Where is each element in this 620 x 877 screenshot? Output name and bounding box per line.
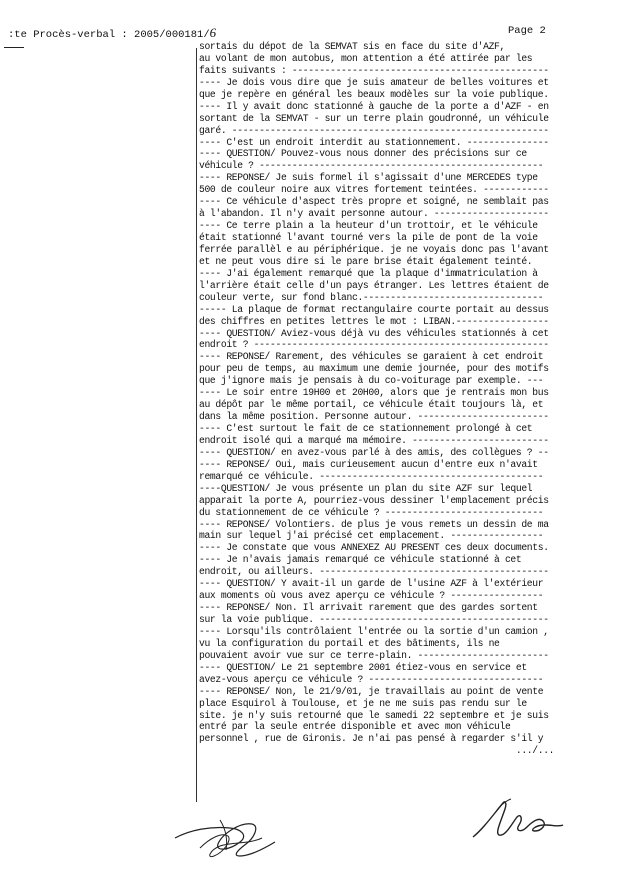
text-line: ---- Ce terre plain a la heuteur d'un trottoir, et le véhicule [199, 220, 538, 232]
text-line: ---- QUESTION/ Y avait-il un garde de l'usine AZF à l'extérieur [199, 578, 544, 590]
text-line: ---- REPONSE/ Rarement, des véhicules se garaient à cet endroit [199, 351, 544, 363]
text-line: ---- REPONSE/ Volontiers. de plus je vous remets un dessin de ma [199, 518, 549, 530]
text-line: main sur lequel j'ai précisé cet emplacement. ----------------- [199, 530, 544, 542]
text-line: couleur verte, sur fond blanc.--------------------------------- [199, 291, 544, 303]
text-line: ----QUESTION/ Je vous présente un plan du site AZF sur lequel [199, 482, 533, 494]
text-line: ---- Je constate que vous ANNEXEZ AU PRESENT ces deux documents. [199, 542, 549, 554]
text-line: véhicule ? ---------------------------------------------------- [199, 160, 544, 172]
text-line: du stationnement de ce véhicule ? ----------------------------- [199, 506, 544, 518]
text-line: apparait la porte A, pourriez-vous dessiner l'emplacement précis [199, 494, 549, 506]
text-line: ---- Je dois vous dire que je suis amateur de belles voitures et [199, 76, 549, 88]
text-line: et ne peut vous dire si le pare brise était également teinté. [199, 255, 533, 267]
text-line: pouvaient avoir vue sur ce terre-plain. ------------------------ [199, 649, 549, 661]
text-line: 500 de couleur noire aux vitres fortement teintées. ------------ [199, 184, 549, 196]
text-line: endroit ? ------------------------------------------------------ [199, 339, 549, 351]
margin-rule [196, 48, 197, 802]
text-line: vu la configuration du portail et des bâtiments, ils ne [199, 637, 500, 649]
text-line: ----- La plaque de format rectangulaire courte portait au dessus [199, 303, 549, 315]
text-line: ---- J'ai également remarqué que la plaque d'immatriculation à [199, 267, 538, 279]
text-line: entré par la seule entrée disponible et avec mon véhicule [199, 721, 511, 733]
text-line: dans la même position. Personne autour. ------------------------ [199, 411, 549, 423]
text-line: personnel , rue de Gironis. Je n'ai pas pensé à regarder s'il y [199, 733, 544, 745]
text-line: ---- REPONSE/ Oui, mais curieusement aucun d'entre eux n'avait [199, 458, 538, 470]
text-line: endroit isolé qui a marqué ma mémoire. ------------------------- [199, 434, 549, 446]
text-line: ---- Le soir entre 19H00 et 20H00, alors que je rentrais mon bus [199, 387, 549, 399]
statement-body [199, 41, 611, 757]
text-line: à l'abandon. Il n'y avait personne autour. --------------------- [199, 208, 549, 220]
text-line: avez-vous aperçu ce véhicule ? -------------------------------- [199, 673, 544, 685]
text-line: au dépôt par le même portail, ce véhicule était toujours là, et [199, 399, 544, 411]
text-line: ---- REPONSE/ Non. Il arrivait rarement que des gardes sortent [199, 602, 538, 614]
text-line: .../... [199, 745, 555, 757]
text-line: au volant de mon autobus, mon attention a été attirée par les [199, 52, 533, 64]
text-line: que j'ignore mais je pensais à du co-voiturage par exemple. --- [199, 375, 544, 387]
text-line: ---- C'est surtout le fait de ce stationnement prolongé à cet [199, 423, 533, 434]
text-line: aux moments où vous avez aperçu ce véhicule ? ----------------- [199, 590, 544, 602]
text-line: ---- Ce véhicule d'aspect très propre et soigné, ne semblait pas [199, 196, 549, 208]
text-line: sur la voie publique. ------------------------------------------ [199, 614, 549, 625]
text-line: l'arrière était celle d'un pays étranger. Les lettres étaient de [199, 279, 549, 291]
text-line: faits suivants : ----------------------------------------------- [199, 64, 549, 76]
text-line: ---- QUESTION/ Aviez-vous déjà vu des véhicules stationnés à cet [199, 327, 549, 339]
text-line: site. je n'y suis retourné que le samedi 22 septembre et je suis [199, 709, 549, 721]
signature-right [465, 795, 565, 845]
text-line: ---- C'est un endroit interdit au stationnement. --------------- [199, 136, 549, 148]
text-line: ---- Il y avait donc stationné à gauche de la porte a d'AZF - en [199, 100, 549, 112]
handwritten-page-number: 6 [209, 25, 217, 40]
text-line: que je repère en général les beaux modèles sur la voie publique. [199, 88, 549, 100]
text-line: était stationné l'avant tourné vers la pile de pont de la voie [199, 232, 538, 243]
text-line: place Esquirol à Toulouse, et je ne me suis pas rendu sur le [199, 697, 527, 709]
margin-mark [4, 47, 24, 48]
header-title-text: :te Procès-verbal : 2005/000181/ [8, 29, 210, 41]
text-line: remarqué ce véhicule. ----------------------------------------- [199, 470, 544, 482]
text-line: des chiffres en petites lettres le mot : LIBAN.----------------- [199, 315, 549, 327]
text-line: ---- Lorsqu'ils contrôlaient l'entrée ou la sortie d'un camion , [199, 625, 549, 637]
text-line: ---- QUESTION/ Le 21 septembre 2001 étiez-vous en service et [199, 661, 527, 673]
text-line: ---- REPONSE/ Non, le 21/9/01, je travaillais au point de vente [199, 685, 544, 697]
signature-left [170, 808, 280, 863]
text-line: garé. ---------------------------------------------------------- [199, 124, 549, 136]
header-title [8, 25, 216, 41]
text-line: sortant de la SEMVAT - sur un terre plain goudronné, un véhicule [199, 112, 549, 124]
text-line: ---- REPONSE/ Je suis formel il s'agissait d'une MERCEDES type [199, 172, 538, 184]
header-page-label: Page 2 [508, 25, 546, 37]
text-line: ---- QUESTION/ en avez-vous parlé à des amis, des collègues ? -- [199, 446, 549, 458]
text-line: ---- QUESTION/ Pouvez-vous nous donner des précisions sur ce [199, 148, 527, 160]
text-line: ---- Je n'avais jamais remarqué ce véhicule stationné à cet [199, 554, 522, 566]
text-line: endroit, ou ailleurs. ------------------------------------------ [199, 566, 549, 578]
text-line: sortais du dépot de la SEMVAT sis en face du site d'AZF, [199, 41, 505, 52]
text-line: pour peu de temps, au maximum une demie journée, pour des motifs [199, 363, 549, 375]
page-header [0, 25, 620, 41]
text-line: ferrée parallèl e au périphérique. je ne voyais donc pas l'avant [199, 243, 549, 255]
